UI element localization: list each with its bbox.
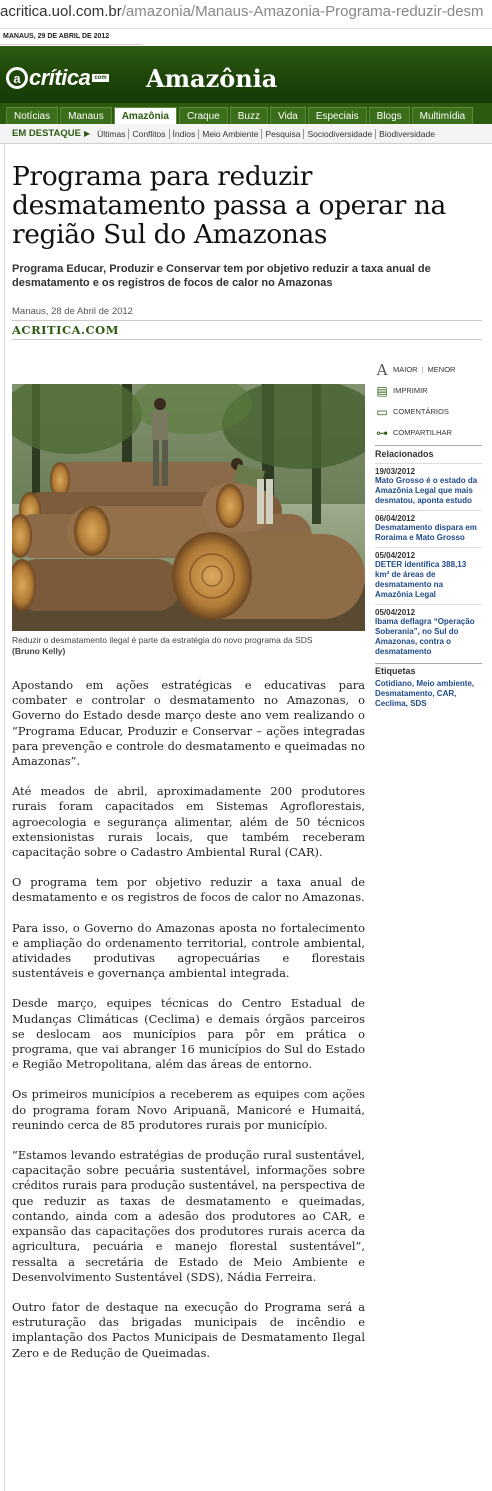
comments-button[interactable] (375, 401, 482, 422)
article-date: Manaus, 28 de Abril de 2012 (12, 306, 133, 317)
site-logo[interactable] (6, 66, 109, 90)
share-label: COMPARTILHAR (393, 428, 452, 437)
print-label: IMPRIMIR (393, 386, 428, 395)
print-icon: ▤ (376, 383, 388, 398)
article-paragraph: Desde março, equipes técnicas do Centro Estadual de Mudanças Climáticas (Ceclima) e demais órgãos parceiros se deslocam aos municípios para pôr em prática o programa, que vai abranger 16 municípios do Sul do Estado e Região Metropolitana, além das áreas de entorno. (12, 996, 365, 1072)
article-source[interactable]: ACRITICA.COM (12, 320, 482, 340)
article-paragraph: Apostando em ações estratégicas e educativas para combater e controlar o desmatamento no Amazonas, o Governo do Estado desde março deste ano vem realizando o “Programa Educar, Produzir e Conservar – ações integradas para prevenção e controle do desmatamento e queimadas no Amazonas”. (12, 678, 365, 769)
article-body (12, 678, 365, 1376)
url-domain: acritica.uol.com.br (0, 3, 122, 20)
related-date: 05/04/2012 (375, 608, 416, 617)
font-size-icon: A (376, 360, 388, 379)
font-larger-link[interactable]: MAIOR (393, 365, 418, 374)
nav-tab[interactable]: Multimídia (412, 107, 474, 124)
highlight-link[interactable]: Meio Ambiente (198, 129, 261, 139)
site-header (0, 46, 492, 103)
print-button[interactable] (375, 380, 482, 401)
nav-tab[interactable]: Craque (179, 107, 228, 124)
left-divider (4, 144, 5, 1491)
logo-suffix: com (94, 75, 107, 81)
font-size-tool (375, 359, 482, 380)
highlight-link[interactable]: Índios (169, 129, 199, 139)
related-title-link[interactable]: Desmatamento dispara em Roraima e Mato Grosso (375, 523, 477, 542)
article-title: Programa para reduzir desmatamento passa a operar na região Sul do Amazonas (12, 161, 446, 250)
article-paragraph: Os primeiros municípios a receberem as equipes com ações do programa foram Novo Aripuanã, Manicoré e Humaitá, reunindo cerca de 85 produtores rurais por município. (12, 1087, 365, 1132)
article-paragraph: O programa tem por objetivo reduzir a taxa anual de desmatamento e os registros de focos de calor no Amazonas. (12, 875, 365, 905)
nav-tab[interactable]: Blogs (369, 107, 410, 124)
related-title-link[interactable]: DETER identifica 388,13 km² de áreas de desmatamento na Amazônia Legal (375, 560, 467, 599)
tags-list[interactable]: Cotidiano, Meio ambiente, Desmatamento, CAR, Ceclima, SDS (375, 679, 475, 708)
logo-mark: a (6, 67, 28, 89)
chevron-right-icon: ▶ (83, 129, 91, 138)
photo-credit: (Bruno Kelly) (12, 646, 66, 656)
highlights-label: EM DESTAQUE (12, 128, 81, 139)
address-bar[interactable] (0, 0, 492, 29)
highlight-link[interactable]: Conflitos (128, 129, 168, 139)
nav-tab[interactable]: Manaus (60, 107, 112, 124)
nav-tab[interactable]: Buzz (230, 107, 268, 124)
related-item[interactable] (375, 510, 482, 547)
nav-tab[interactable]: Vida (270, 107, 306, 124)
related-date: 05/04/2012 (375, 551, 416, 560)
highlight-link[interactable]: Sociodiversidade (303, 129, 375, 139)
article-paragraph: Outro fator de destaque na execução do Programa será a estruturação das brigadas municipais de incêndio e implantação dos Pactos Municipais de Desmatamento Ilegal Zero e de Redução de Queimadas. (12, 1299, 365, 1360)
url-path: /amazonia/Manaus-Amazonia-Programa-reduzir-desm (121, 3, 484, 20)
article-photo[interactable] (12, 384, 365, 631)
tags-box (375, 663, 482, 709)
nav-tab[interactable]: Notícias (6, 107, 58, 124)
main-nav (0, 103, 492, 124)
share-icon: ⊶ (376, 425, 388, 440)
related-date: 06/04/2012 (375, 514, 416, 523)
caption-text: Reduzir o desmatamento ilegal é parte da estratégia do novo programa da SDS (12, 635, 313, 645)
article-sidebar (375, 359, 482, 709)
article-paragraph: “Estamos levando estratégias de produção rural sustentável, capacitação sobre pecuária sustentável, informações sobre créditos rurais para produção sustentável, na perspectiva de que reduzir as taxas de desmatamento e queimadas, contando, ainda com a adesão dos produtores ao CAR, e expansão das capacitações dos produtores rurais acerca da agricultura, pecuária e manejo florestal sustentável”, ressalta a secretária de Estado de Meio Ambiente e Desenvolvimento Sustentável (SDS), Nádia Ferreira. (12, 1148, 365, 1284)
tags-heading: Etiquetas (375, 666, 416, 676)
logo-text: crítica (29, 65, 91, 90)
dateline: MANAUS, 29 DE ABRIL DE 2012 (0, 30, 143, 45)
highlights-bar (0, 124, 492, 144)
logs-photo-illustration (12, 384, 365, 631)
nav-tab[interactable]: Especiais (308, 107, 367, 124)
comments-label: COMENTÁRIOS (393, 407, 449, 416)
photo-caption (12, 635, 365, 657)
highlight-link[interactable]: Pesquisa (261, 129, 303, 139)
related-date: 19/03/2012 (375, 467, 416, 476)
related-item[interactable] (375, 463, 482, 510)
article-subtitle: Programa Educar, Produzir e Conservar tem por objetivo reduzir a taxa anual de desmatamento e os registros de focos de calor no Amazonas (12, 263, 431, 289)
related-heading: Relacionados (375, 445, 482, 463)
related-item[interactable] (375, 547, 482, 604)
font-smaller-link[interactable]: MENOR (427, 365, 456, 374)
highlight-link[interactable]: Biodiversidade (375, 129, 438, 139)
article-paragraph: Para isso, o Governo do Amazonas aposta no fortalecimento e ampliação do ordenamento territorial, controle ambiental, atividades produtivas agropecuárias e florestais sustentáveis e governança ambiental integrada. (12, 920, 365, 981)
comment-icon: ▭ (376, 404, 388, 419)
section-title: Amazônia (146, 64, 278, 93)
highlight-link[interactable]: Últimas (97, 128, 126, 139)
related-title-link[interactable]: Ibama deflagra “Operação Soberania”, no Sul do Amazonas, contra o desmatamento (375, 617, 475, 656)
related-title-link[interactable]: Mato Grosso é o estado da Amazônia Legal que mais desmatou, aponta estudo (375, 476, 478, 505)
related-item[interactable] (375, 604, 482, 661)
article-paragraph: Até meados de abril, aproximadamente 200 produtores rurais foram capacitados em Sistemas Agroflorestais, agroecologia e segurança alimentar, além de 50 técnicos extensionistas rurais locais, que também receberam capacitação sobre o Cadastro Ambiental Rural (CAR). (12, 784, 365, 860)
share-button[interactable] (375, 422, 482, 443)
separator: | (421, 365, 424, 374)
nav-tab[interactable]: Amazônia (114, 107, 177, 124)
related-list (375, 463, 482, 661)
